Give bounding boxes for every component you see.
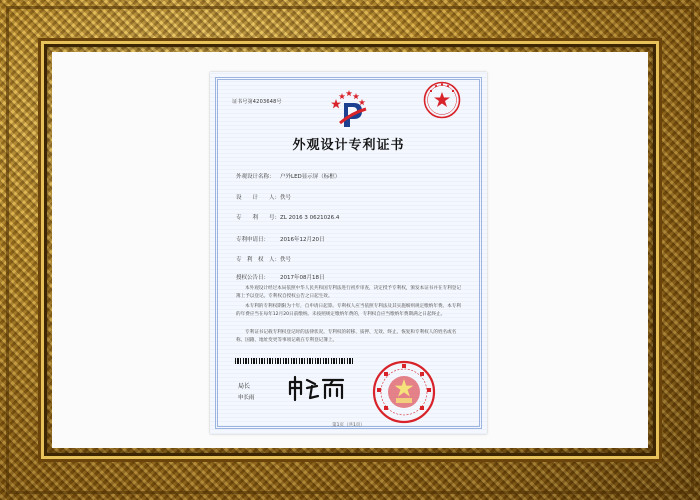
patent-seal-icon [422, 80, 462, 120]
field-value: ZL 2016 3 0621026.4 [280, 215, 340, 221]
field-designer [236, 193, 291, 201]
official-red-seal-icon [372, 360, 436, 424]
director-title: 局长 [238, 383, 251, 390]
certificate-border [215, 77, 482, 429]
field-value: 2016年12月20日 [280, 237, 325, 243]
field-label: 外观设计名称： [236, 174, 275, 180]
director-signature [285, 374, 347, 402]
field-label: 设 计 人： [236, 195, 281, 201]
field-value: 佚号 [280, 195, 292, 201]
patent-office-emblem-icon [330, 89, 372, 129]
page-number: 第1页（共1页） [332, 423, 365, 428]
field-value: 佚号 [280, 257, 292, 263]
body-paragraph: 本专利的专利权期限为十年，自申请日起算。专利权人应当依照专利法及其实施细则规定缴纳年费。本专利的年费应当在每年12月20日前缴纳。未按照规定缴纳年费的，专利权自应当缴纳年费期满之日起终止。 [236, 304, 461, 317]
director-name: 申长雨 [238, 395, 255, 401]
field-value: 户外LED显示屏（标框） [280, 174, 341, 180]
field-label: 授权公告日： [236, 275, 270, 281]
field-value: 2017年08月18日 [280, 275, 325, 281]
body-paragraph: 本外观设计经过本局依照中华人民共和国专利法进行初步审查，决定授予专利权，颁发本证书并在专利登记簿上予以登记。专利权自授权公告之日起生效。 [236, 286, 461, 299]
field-label: 专 利 权 人： [236, 257, 281, 263]
certificate-number: 证书号第4203648号 [232, 99, 282, 105]
barcode [235, 358, 355, 364]
certificate-title: 外观设计专利证书 [292, 138, 405, 153]
patent-certificate [210, 72, 487, 434]
body-paragraph: 专利证书记载专利权登记时的法律状况。专利权的转移、质押、无效、终止、恢复和专利权人的姓名或名称、国籍、地址变更等事项记载在专利登记簿上。 [236, 330, 457, 343]
field-patent-number [236, 213, 339, 221]
field-application-date [236, 235, 325, 243]
field-patentee [236, 255, 291, 263]
field-grant-date [236, 273, 325, 281]
field-label: 专利申请日： [236, 237, 270, 243]
field-design-name [236, 172, 340, 180]
field-label: 专 利 号： [236, 215, 281, 221]
